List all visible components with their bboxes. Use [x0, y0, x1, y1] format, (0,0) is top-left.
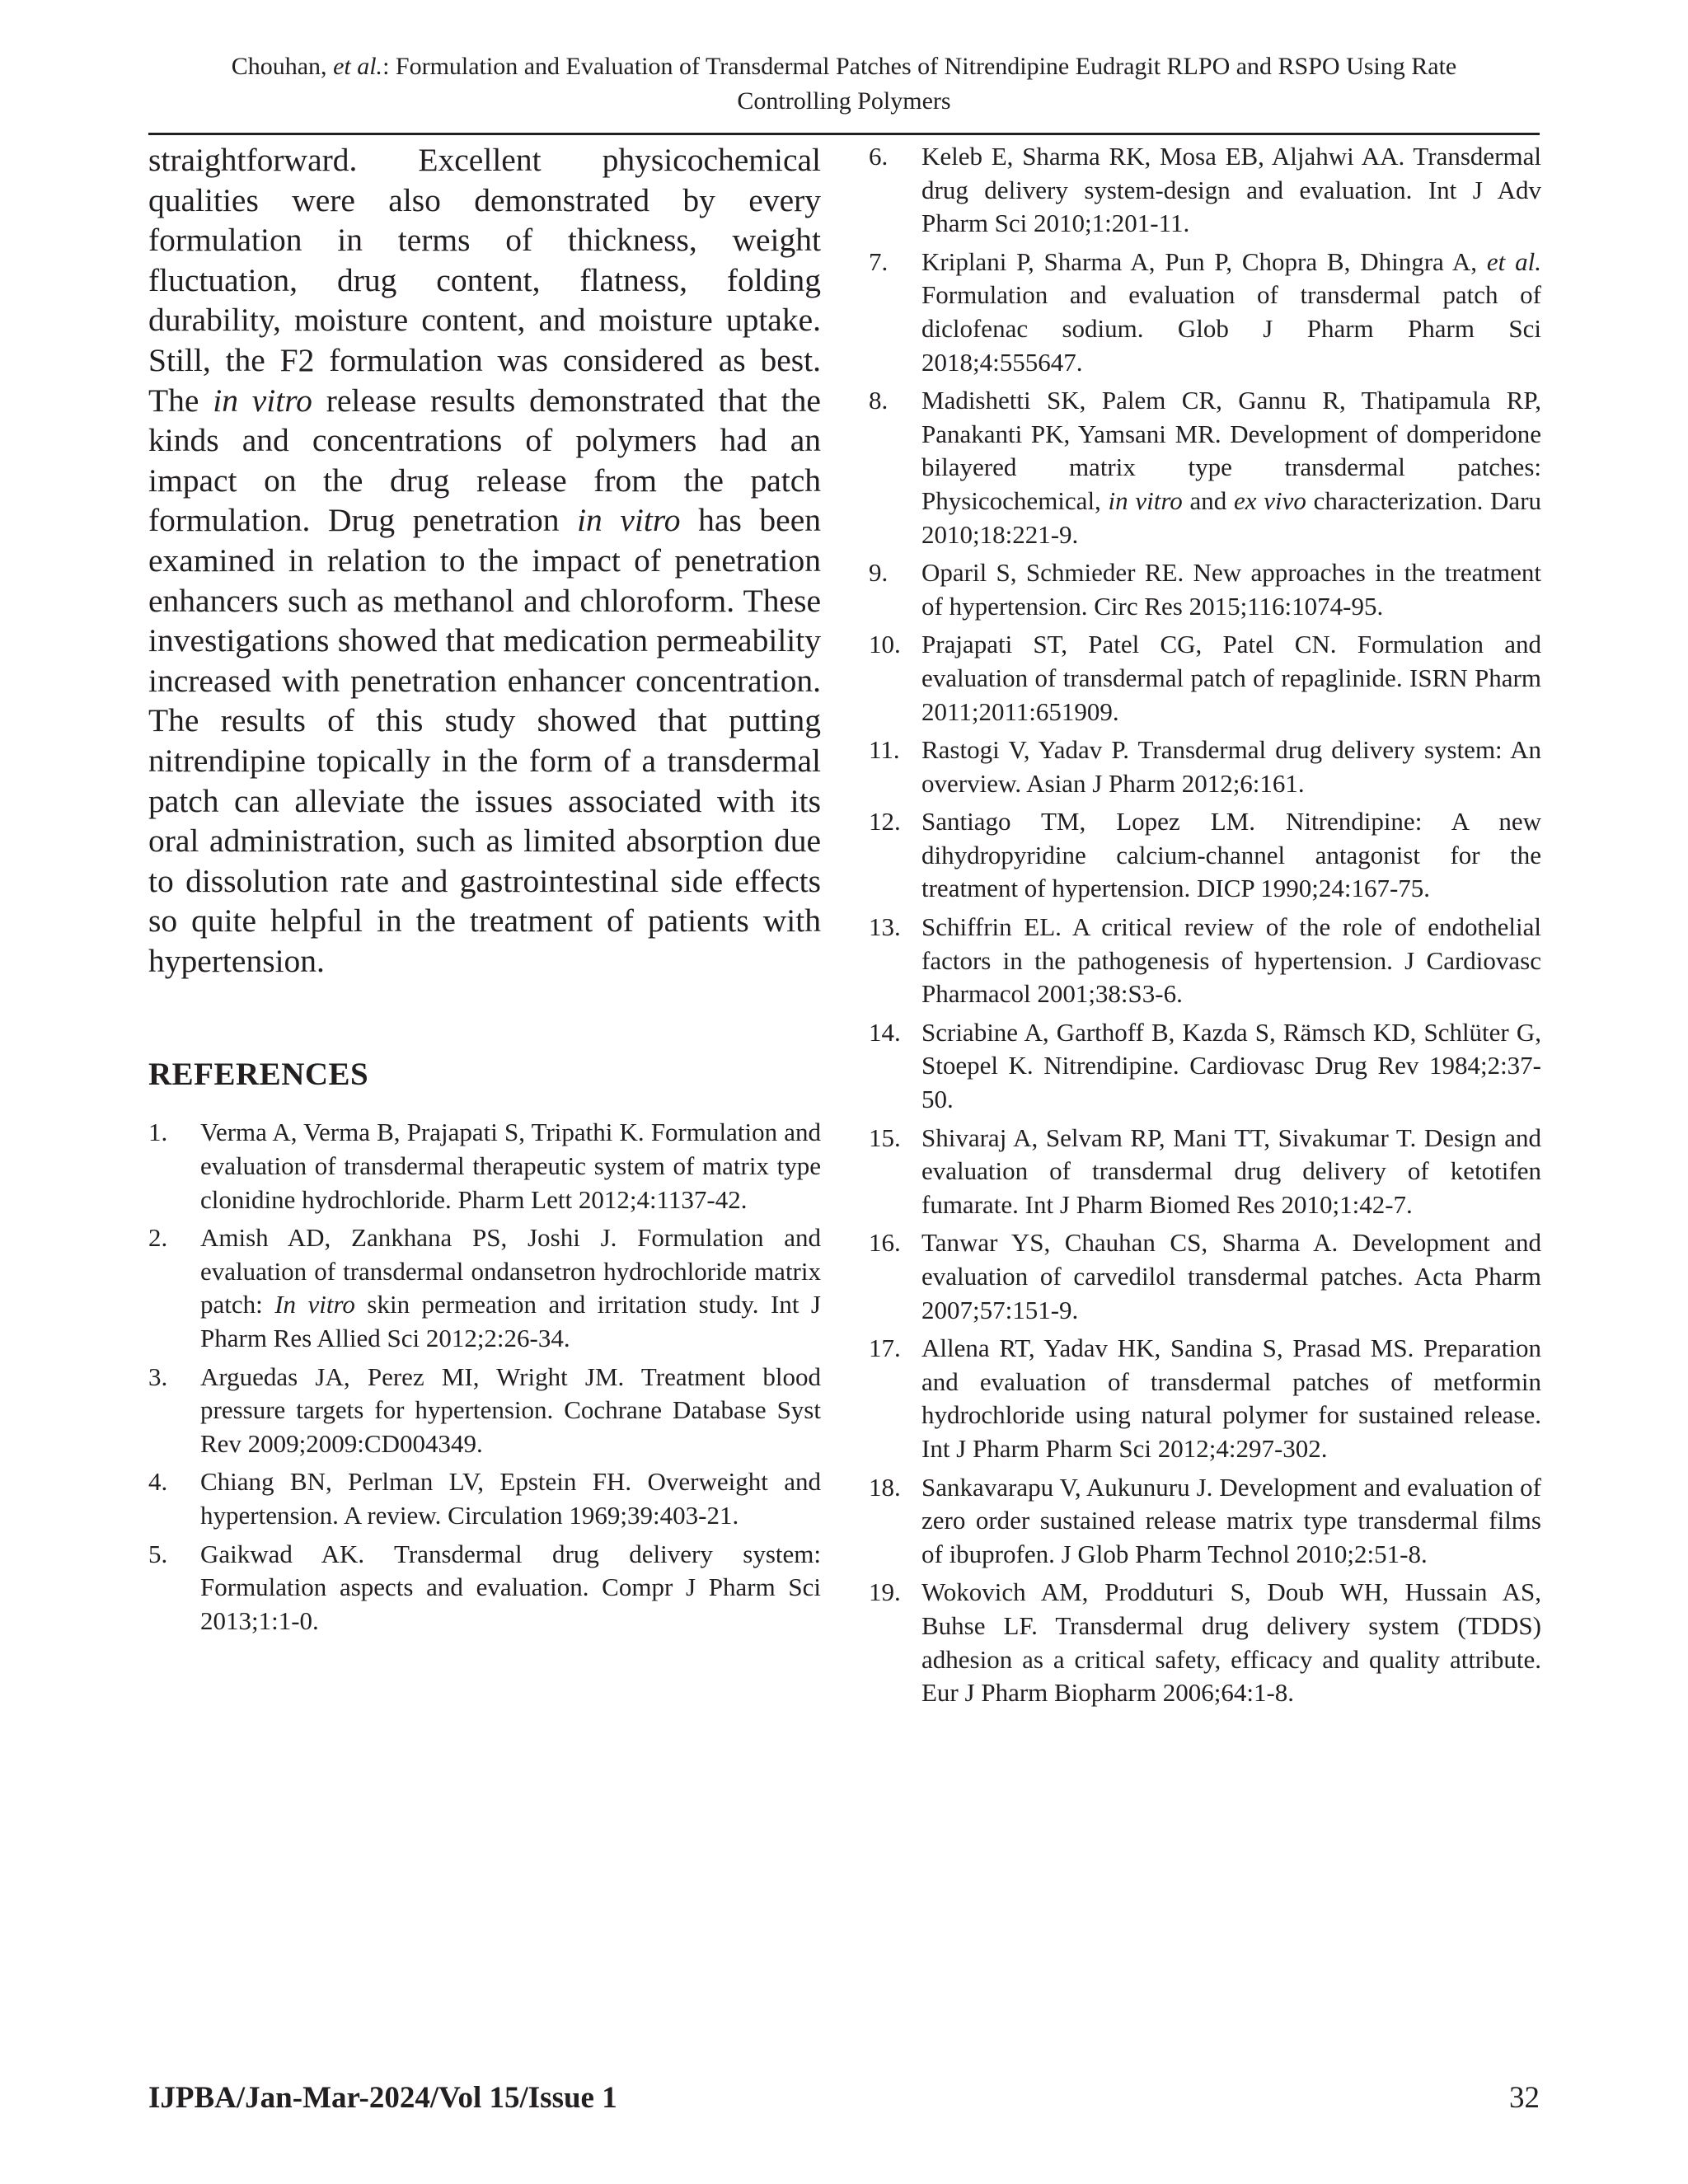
reference-text: and [1182, 485, 1235, 515]
reference-number: 11. [869, 735, 900, 765]
reference-item [869, 556, 1541, 623]
reference-text: Keleb E, Sharma RK, Mosa EB, Aljahwi AA. Transdermal drug delivery system-design and evaluation. Int J Adv Pharm Sci 2010;1:201-11. [921, 142, 1541, 238]
reference-number: 12. [869, 807, 901, 837]
reference-number: 10. [869, 630, 901, 659]
reference-text: Allena RT, Yadav HK, Sandina S, Prasad MS. Preparation and evaluation of transdermal patches of metformin hydrochloride using natural polymer for sustained release. Int J Pharm Pharm Sci 2012;4:297-302. [921, 1333, 1541, 1463]
reference-text: Sankavarapu V, Aukunuru J. Development and evaluation of zero order sustained release matrix type transdermal films of ibuprofen. J Glob Pharm Technol 2010;2:51-8. [921, 1472, 1541, 1568]
reference-italic: ex vivo [1234, 485, 1306, 515]
conclusion-italic-2: in vitro [577, 502, 681, 539]
reference-item [869, 911, 1541, 1011]
header-divider [148, 133, 1540, 135]
reference-item [148, 1538, 821, 1638]
reference-number: 3. [148, 1361, 168, 1391]
footer-journal-info: IJPBA/Jan-Mar-2024/Vol 15/Issue 1 [148, 2081, 617, 2115]
conclusion-text-2: release results demonstrated that the kinds and concentrations of polymers had an impact on the drug release from the patch formulation. Drug penetration [148, 382, 821, 539]
reference-item [869, 1122, 1541, 1222]
reference-number: 19. [869, 1577, 901, 1607]
running-header [124, 49, 1564, 119]
reference-number: 4. [148, 1467, 168, 1497]
reference-number: 16. [869, 1228, 901, 1258]
reference-item [869, 628, 1541, 729]
reference-number: 5. [148, 1539, 168, 1568]
reference-number: 9. [869, 558, 889, 588]
page-number: 32 [1509, 2081, 1540, 2115]
reference-item [869, 246, 1541, 379]
reference-number: 15. [869, 1122, 901, 1152]
reference-text: Verma A, Verma B, Prajapati S, Tripathi K. Formulation and evaluation of transdermal therapeutic system of matrix type clonidine hydrochloride. Pharm Lett 2012;4:1137-42. [200, 1118, 821, 1214]
reference-number: 14. [869, 1017, 901, 1047]
reference-text: Kriplani P, Sharma A, Pun P, Chopra B, Dhingra A, [921, 246, 1487, 276]
reference-text: characterization. Daru 2010;18:221-9. [921, 485, 1542, 549]
reference-text: Oparil S, Schmieder RE. New approaches in the treatment of hypertension. Circ Res 2015;116:1074-95. [921, 558, 1541, 621]
reference-item [869, 1226, 1541, 1327]
reference-list-right [869, 140, 1541, 1710]
reference-item [869, 140, 1541, 241]
reference-item [148, 1465, 821, 1532]
header-title-part-1: : Formulation and Evaluation of Transdermal Patches of Nitrendipine Eudragit RLPO and RSPO Using Rate [382, 53, 1457, 80]
reference-item [869, 1576, 1541, 1709]
left-column [148, 140, 821, 1643]
reference-text: skin permeation and irritation study. Int J Pharm Res Allied Sci 2012;2:26-34. [200, 1290, 821, 1353]
reference-text: Santiago TM, Lopez LM. Nitrendipine: A new dihydropyridine calcium-channel antagonist for the treatment of hypertension. DICP 1990;24:167-75. [921, 807, 1541, 903]
reference-number: 18. [869, 1472, 901, 1502]
reference-text: Scriabine A, Garthoff B, Kazda S, Rämsch KD, Schlüter G, Stoepel K. Nitrendipine. Cardiovasc Drug Rev 1984;2:37-50. [921, 1017, 1541, 1114]
reference-item [869, 733, 1541, 800]
reference-item [869, 805, 1541, 906]
right-column [869, 140, 1541, 1715]
conclusion-text-3: has been examined in relation to the impact of penetration enhancers such as methanol and chloroform. These investigations showed that medication permeability increased with penetration enhancer concentration. The results of this study showed that putting nitrendipine topically in the form of a transdermal patch can alleviate the issues associated with its oral administration, such as limited absorption due to dissolution rate and gastrointestinal side effects so quite helpful in the treatment of patients with hypertension. [148, 502, 821, 979]
reference-number: 13. [869, 912, 901, 942]
header-et-al: et al. [333, 53, 383, 80]
reference-number: 8. [869, 386, 889, 415]
reference-text: Gaikwad AK. Transdermal drug delivery system: Formulation aspects and evaluation. Compr J Pharm Sci 2013;1:1-0. [200, 1539, 821, 1635]
reference-number: 7. [869, 246, 889, 276]
header-authors: Chouhan, [231, 53, 334, 80]
reference-text: Amish AD, Zankhana PS, Joshi J. Formulation and evaluation of transdermal ondansetron hydrochloride matrix patch: [200, 1223, 821, 1319]
conclusion-text-1: straightforward. Excellent physicochemical qualities were also demonstrated by every formulation in terms of thickness, weight fluctuation, drug content, flatness, folding durability, moisture content, and moisture uptake. Still, the F2 formulation was considered as best. The [148, 142, 821, 419]
reference-item [869, 384, 1541, 551]
reference-item [869, 1471, 1541, 1572]
reference-number: 17. [869, 1333, 901, 1363]
header-title-part-2: Controlling Polymers [737, 87, 951, 115]
reference-italic: et al. [1486, 246, 1541, 276]
reference-italic: In vitro [274, 1290, 355, 1319]
reference-text: Chiang BN, Perlman LV, Epstein FH. Overweight and hypertension. A review. Circulation 1969;39:403-21. [200, 1467, 821, 1530]
reference-item [148, 1116, 821, 1216]
reference-text: Tanwar YS, Chauhan CS, Sharma A. Development and evaluation of carvedilol transdermal patches. Acta Pharm 2007;57:151-9. [921, 1228, 1541, 1324]
reference-list-left [148, 1116, 821, 1638]
reference-text: Shivaraj A, Selvam RP, Mani TT, Sivakumar T. Design and evaluation of transdermal drug delivery of ketotifen fumarate. Int J Pharm Biomed Res 2010;1:42-7. [921, 1122, 1541, 1219]
reference-item [869, 1016, 1541, 1117]
reference-text: Formulation and evaluation of transdermal patch of diclofenac sodium. Glob J Pharm Pharm Sci 2018;4:555647. [921, 280, 1541, 377]
conclusion-italic-1: in vitro [213, 382, 312, 419]
reference-text: Arguedas JA, Perez MI, Wright JM. Treatment blood pressure targets for hypertension. Cochrane Database Syst Rev 2009;2009:CD004349. [200, 1361, 821, 1458]
reference-item [148, 1361, 821, 1461]
reference-number: 6. [869, 142, 889, 171]
reference-text: Wokovich AM, Prodduturi S, Doub WH, Hussain AS, Buhse LF. Transdermal drug delivery system (TDDS) adhesion as a critical safety, efficacy and quality attribute. Eur J Pharm Biopharm 2006;64:1-8. [921, 1577, 1541, 1708]
reference-item [148, 1221, 821, 1355]
reference-item [869, 1332, 1541, 1465]
reference-number: 2. [148, 1223, 168, 1253]
reference-italic: in vitro [1108, 485, 1183, 515]
reference-text: Madishetti SK, Palem CR, Gannu R, Thatipamula RP, Panakanti PK, Yamsani MR. Development of domperidone bilayered matrix type transdermal patches: Physicochemical, [921, 386, 1541, 515]
running-header-line-1 [124, 49, 1564, 84]
reference-number: 1. [148, 1118, 168, 1147]
reference-text: Schiffrin EL. A critical review of the role of endothelial factors in the pathogenesis of hypertension. J Cardiovasc Pharmacol 2001;38:S3-6. [921, 912, 1541, 1009]
reference-text: Rastogi V, Yadav P. Transdermal drug delivery system: An overview. Asian J Pharm 2012;6:161. [921, 735, 1541, 798]
conclusion-paragraph [148, 140, 821, 981]
reference-text: Prajapati ST, Patel CG, Patel CN. Formulation and evaluation of transdermal patch of repaglinide. ISRN Pharm 2011;2011:651909. [921, 630, 1541, 726]
references-heading: REFERENCES [148, 1057, 369, 1093]
